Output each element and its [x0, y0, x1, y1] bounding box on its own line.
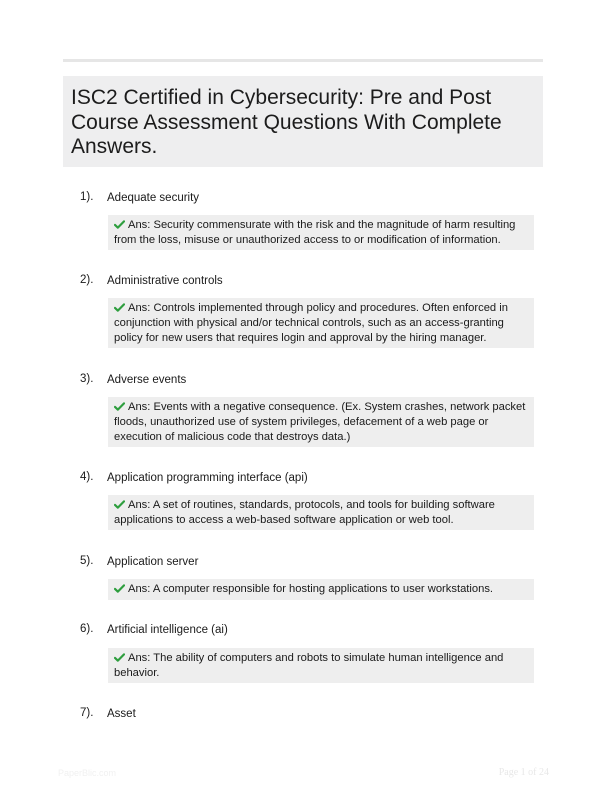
answer-box — [108, 495, 534, 530]
page-number: Page 1 of 24 — [498, 767, 549, 778]
question-term: Application server — [107, 556, 199, 568]
checkmark-icon — [114, 402, 125, 411]
answer-box — [108, 215, 534, 250]
document-title: ISC2 Certified in Cybersecurity: Pre and Post Course Assessment Questions With Complete Answers. — [71, 86, 502, 158]
question-number: 6). — [80, 623, 94, 635]
question-term: Application programming interface (api) — [107, 472, 308, 484]
answer-box — [108, 648, 534, 683]
checkmark-icon — [114, 500, 125, 509]
question-term: Artificial intelligence (ai) — [107, 624, 228, 636]
question-term: Adequate security — [107, 192, 200, 204]
checkmark-icon — [114, 303, 125, 312]
question-term: Adverse events — [107, 374, 187, 386]
question-number: 2). — [80, 274, 94, 286]
answer-text: Ans: A computer responsible for hosting applications to user workstations. — [128, 583, 494, 595]
question-term: Asset — [107, 708, 136, 720]
footer-watermark: PaperBlic.com — [58, 768, 117, 778]
answer-text: Ans: Security commensurate with the risk and the magnitude of harm resulting from the loss, misuse or unauthorized access to or modification of information. — [114, 219, 516, 246]
question-number: 1). — [80, 191, 94, 203]
checkmark-icon — [114, 220, 125, 229]
question-number: 7). — [80, 707, 94, 719]
answer-box — [108, 397, 534, 447]
answer-text: Ans: A set of routines, standards, protocols, and tools for building software applications to access a web-based software application or web tool. — [114, 499, 495, 526]
question-number: 4). — [80, 471, 94, 483]
answer-text: Ans: Controls implemented through policy and procedures. Often enforced in conjunction with physical and/or technical controls, such as an access-granting policy for new users that requires login and approval by the hiring manager. — [114, 302, 508, 344]
question-number: 3). — [80, 373, 94, 385]
checkmark-icon — [114, 653, 125, 662]
answer-box — [108, 579, 534, 600]
question-number: 5). — [80, 555, 94, 567]
answer-text: Ans: The ability of computers and robots to simulate human intelligence and behavior. — [114, 652, 504, 679]
answer-box — [108, 298, 534, 348]
question-term: Administrative controls — [107, 275, 223, 287]
checkmark-icon — [114, 584, 125, 593]
answer-text: Ans: Events with a negative consequence. (Ex. System crashes, network packet floods, unauthorized use of system privileges, defacement of a web page or execution of malicious code that destroys data.) — [114, 401, 526, 443]
